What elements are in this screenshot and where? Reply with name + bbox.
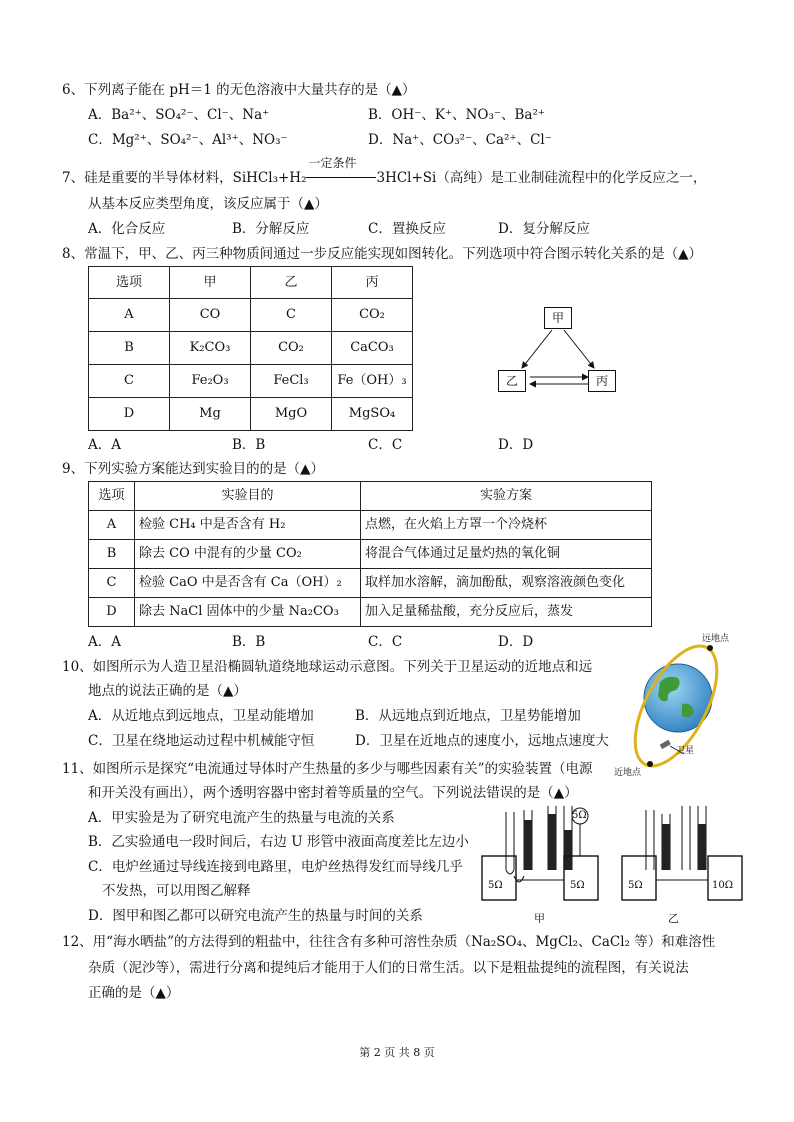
q8-header-bing: 丙 <box>332 267 413 299</box>
q7-stem-post: 3HCl+Si（高纯）是工业制硅流程中的化学反应之一， <box>376 170 707 186</box>
q7-option-a: A．化合反应 <box>88 221 166 237</box>
table-row <box>89 540 652 569</box>
q7-option-d: D．复分解反应 <box>498 221 590 237</box>
q10-line2: 地点的说法正确的是（▲） <box>88 683 247 699</box>
q11-option-b: B．乙实验通电一段时间后，右边 U 形管中液面高度差比左边小 <box>88 834 469 850</box>
near-point-label: 近地点 <box>614 768 642 778</box>
q6-option-a: A．Ba²⁺、SO₄²⁻、Cl⁻、Na⁺ <box>88 107 270 123</box>
q9-header-plan: 实验方案 <box>361 482 652 511</box>
table-row <box>89 398 413 431</box>
q8-option-b: B．B <box>232 437 266 453</box>
table-cell: CaCO₃ <box>332 332 413 365</box>
table-cell: 检验 CaO 中是否含有 Ca（OH）₂ <box>135 569 361 598</box>
q9-option-d: D．D <box>498 634 534 650</box>
table-cell: CO₂ <box>251 332 332 365</box>
table-cell: Fe₂O₃ <box>170 365 251 398</box>
table-cell: 取样加水溶解，滴加酚酞，观察溶液颜色变化 <box>361 569 652 598</box>
q6-option-b: B．OH⁻、K⁺、NO₃⁻、Ba²⁺ <box>368 107 546 123</box>
q9-header-purpose: 实验目的 <box>135 482 361 511</box>
q10-option-d: D．卫星在近地点的速度小，远地点速度大 <box>355 733 609 749</box>
arrow-jia-to-yi <box>522 330 552 368</box>
q7-condition: 一定条件 <box>308 156 357 170</box>
table-cell: 将混合气体通过足量灼热的氧化铜 <box>361 540 652 569</box>
far-point-label: 远地点 <box>702 634 730 644</box>
table-row <box>89 332 413 365</box>
table-cell: MgO <box>251 398 332 431</box>
q8-node-bing: 丙 <box>588 370 616 392</box>
table-cell: CO <box>170 299 251 332</box>
q7-line2: 从基本反应类型角度，该反应属于（▲） <box>88 196 328 212</box>
table-cell: 除去 NaCl 固体中的少量 Na₂CO₃ <box>135 598 361 627</box>
table-cell: 点燃，在火焰上方罩一个冷烧杯 <box>361 511 652 540</box>
q8-header-option: 选项 <box>89 267 170 299</box>
q9-stem: 9、下列实验方案能达到实验目的的是（▲） <box>62 461 324 477</box>
q8-stem: 8、常温下，甲、乙、丙三种物质间通过一步反应能实现如图转化。下列选项中符合图示转化关系的是（▲） <box>62 246 702 262</box>
table-row <box>89 598 652 627</box>
q9-option-a: A．A <box>88 634 121 650</box>
resistor-label: 10Ω <box>712 880 734 891</box>
q11-option-d: D．图甲和图乙都可以研究电流产生的热量与时间的关系 <box>88 908 423 924</box>
page-number: 第 2 页 共 8 页 <box>359 1046 435 1059</box>
q8-header-jia: 甲 <box>170 267 251 299</box>
table-cell: Mg <box>170 398 251 431</box>
near-point-marker <box>647 761 653 767</box>
table-row <box>89 569 652 598</box>
table-cell: D <box>89 398 170 431</box>
q10-option-c: C．卫星在绕地运动过程中机械能守恒 <box>88 733 315 749</box>
q7-stem <box>62 156 707 186</box>
arrow-jia-to-bing <box>564 330 594 368</box>
table-cell: Fe（OH）₃ <box>332 365 413 398</box>
table-cell: A <box>89 511 135 540</box>
resistor-label: 5Ω <box>572 810 587 821</box>
q10-stem: 10、如图所示为人造卫星沿椭圆轨道绕地球运动示意图。下列关于卫星运动的近地点和远 <box>62 659 593 675</box>
q8-header-yi: 乙 <box>251 267 332 299</box>
table-cell: K₂CO₃ <box>170 332 251 365</box>
table-cell: C <box>89 365 170 398</box>
q10-option-b: B．从远地点到近地点，卫星势能增加 <box>355 708 581 724</box>
table-cell: C <box>89 569 135 598</box>
q6-stem: 6、下列离子能在 pH＝1 的无色溶液中大量共存的是（▲） <box>62 82 416 98</box>
q9-option-b: B．B <box>232 634 266 650</box>
q9-table <box>88 481 652 627</box>
q11-option-a: A．甲实验是为了研究电流产生的热量与电流的关系 <box>88 810 395 826</box>
q7-reaction-arrow <box>306 156 376 182</box>
q8-node-jia: 甲 <box>544 307 572 329</box>
q7-stem-pre: 7、硅是重要的半导体材料，SiHCl₃+H₂ <box>62 170 307 186</box>
table-cell: B <box>89 540 135 569</box>
resistor-label: 5Ω <box>488 880 503 891</box>
figure-jia-label: 甲 <box>534 912 545 925</box>
q11-line2: 和开关没有画出），两个透明容器中密封着等质量的空气。下列说法错误的是（▲） <box>88 785 578 801</box>
table-cell: MgSO₄ <box>332 398 413 431</box>
q8-option-c: C．C <box>368 437 403 453</box>
q8-node-yi: 乙 <box>498 370 526 392</box>
q8-table <box>88 266 413 431</box>
q7-option-b: B．分解反应 <box>232 221 310 237</box>
q8-option-d: D．D <box>498 437 534 453</box>
table-cell: B <box>89 332 170 365</box>
q11-stem: 11、如图所示是探究“电流通过导体时产生热量的多少与哪些因素有关”的实验装置（电源 <box>62 761 593 777</box>
table-cell: 除去 CO 中混有的少量 CO₂ <box>135 540 361 569</box>
q11-apparatus-figure <box>478 800 750 912</box>
q11-option-c-cont: 不发热，可以用图乙解释 <box>102 883 251 899</box>
table-row <box>89 511 652 540</box>
satellite-label: 卫星 <box>676 746 695 756</box>
q10-orbit-figure <box>620 634 730 780</box>
q12-line3: 正确的是（▲） <box>88 985 180 1001</box>
q12-line1: 12、用“海水晒盐”的方法得到的粗盐中，往往含有多种可溶性杂质（Na₂SO₄、MgCl₂、CaCl₂ 等）和难溶性 <box>62 934 716 950</box>
q7-option-c: C．置换反应 <box>368 221 446 237</box>
q6-option-c: C．Mg²⁺、SO₄²⁻、Al³⁺、NO₃⁻ <box>88 132 288 148</box>
q9-option-c: C．C <box>368 634 403 650</box>
table-cell: A <box>89 299 170 332</box>
satellite-icon <box>660 740 671 749</box>
table-cell: C <box>251 299 332 332</box>
table-row <box>89 299 413 332</box>
resistor-label: 5Ω <box>570 880 585 891</box>
q8-option-a: A．A <box>88 437 121 453</box>
table-cell: FeCl₃ <box>251 365 332 398</box>
far-point-marker <box>707 645 713 651</box>
table-cell: 检验 CH₄ 中是否含有 H₂ <box>135 511 361 540</box>
table-row <box>89 365 413 398</box>
table-cell: CO₂ <box>332 299 413 332</box>
resistor-label: 5Ω <box>628 880 643 891</box>
table-cell: D <box>89 598 135 627</box>
table-cell: 加入足量稀盐酸，充分反应后，蒸发 <box>361 598 652 627</box>
q6-option-d: D．Na⁺、CO₃²⁻、Ca²⁺、Cl⁻ <box>368 132 552 148</box>
q9-header-option: 选项 <box>89 482 135 511</box>
q10-option-a: A．从近地点到远地点，卫星动能增加 <box>88 708 314 724</box>
q12-line2: 杂质（泥沙等），需进行分离和提纯后才能用于人们的日常生活。以下是粗盐提纯的流程图，有关说法 <box>88 960 689 976</box>
q11-option-c: C．电炉丝通过导线连接到电路里，电炉丝热得发红而导线几乎 <box>88 859 463 875</box>
figure-yi-label: 乙 <box>668 912 679 925</box>
